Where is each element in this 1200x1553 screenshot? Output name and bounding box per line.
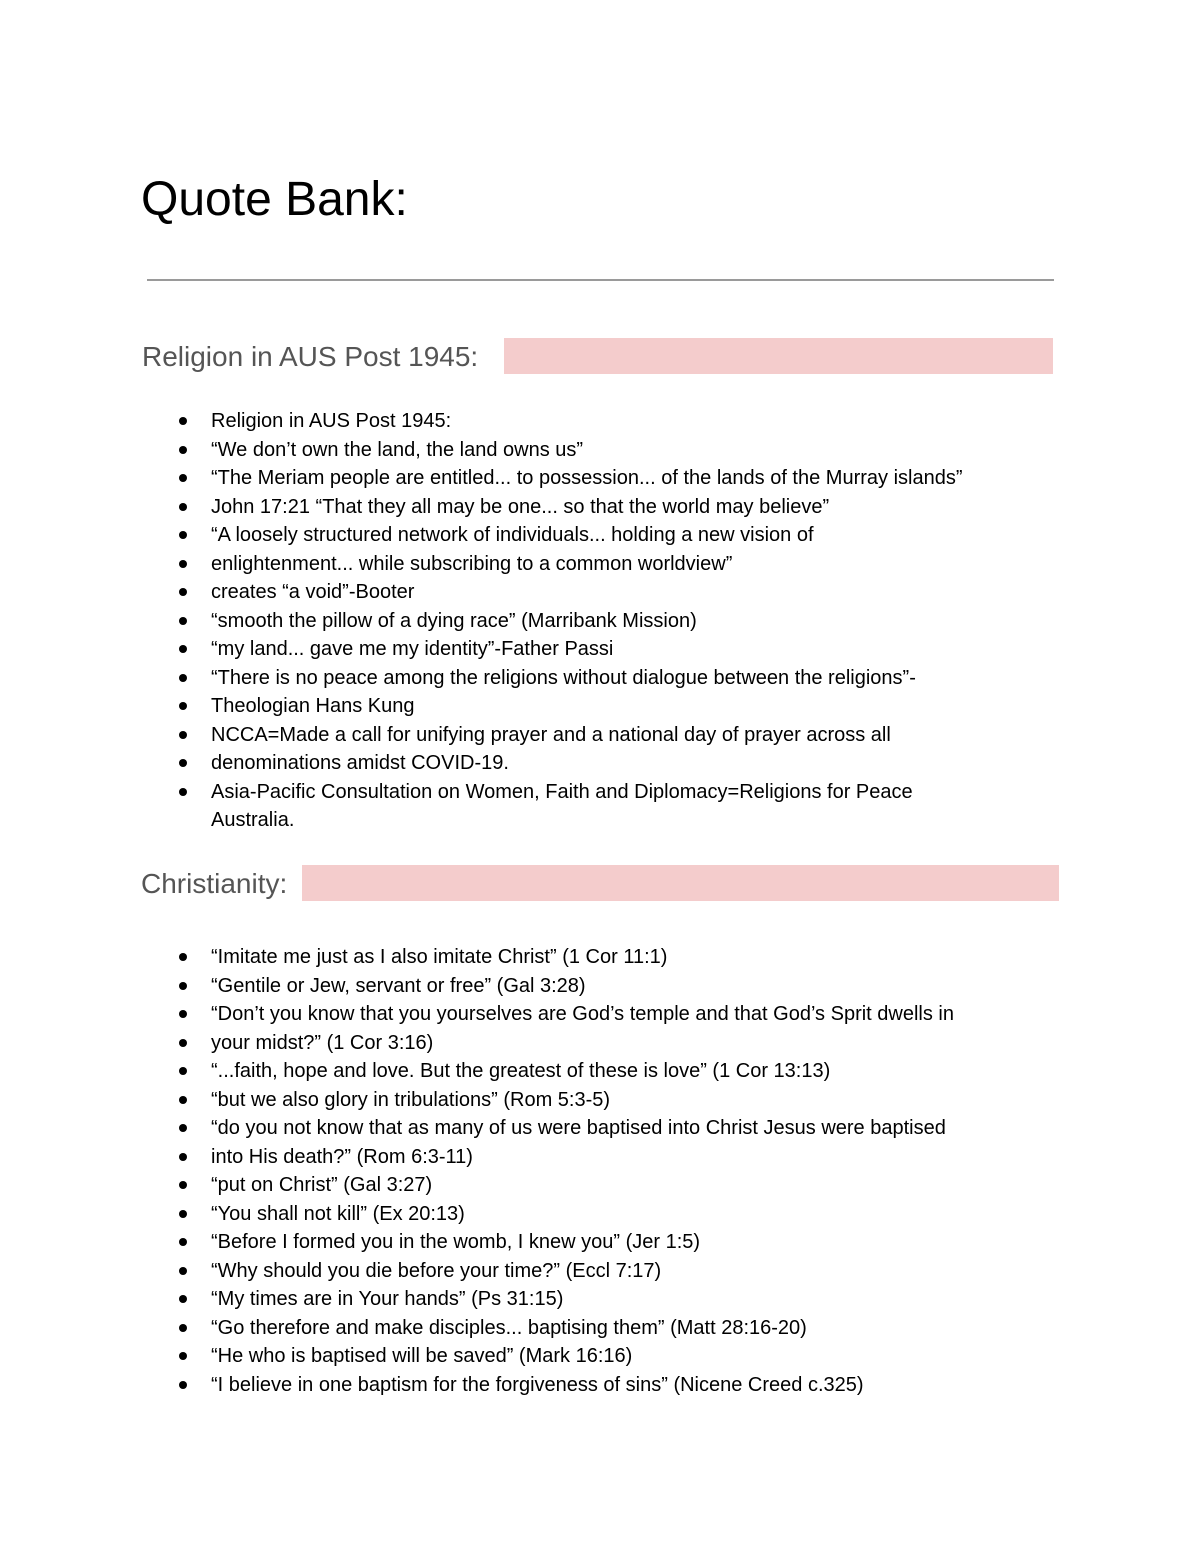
bullet-icon [179, 560, 187, 568]
list-item-text: creates “a void”-Booter [211, 581, 415, 603]
list-item [0, 635, 981, 664]
bullet-icon [179, 446, 187, 454]
list-item [0, 493, 981, 522]
section-heading-christianity: Christianity: [141, 868, 288, 899]
list-item-text: denominations amidst COVID-19. [211, 752, 509, 774]
list-item [0, 1200, 954, 1229]
bullet-icon [179, 1067, 187, 1075]
bullet-icon [179, 1210, 187, 1218]
list-item-text: “Imitate me just as I also imitate Christ” (1 Cor 11:1) [211, 946, 668, 968]
bullet-icon [179, 982, 187, 990]
list-item-text: Religion in AUS Post 1945: [211, 410, 452, 432]
list-item-text: “The Meriam people are entitled... to possession... of the lands of the Murray islands” [211, 467, 963, 489]
list-item [0, 1171, 954, 1200]
bullet-icon [179, 503, 187, 511]
list-item [0, 1257, 954, 1286]
list-item-text: “Before I formed you in the womb, I knew you” (Jer 1:5) [211, 1231, 701, 1253]
bullet-icon [179, 474, 187, 482]
list-item-text: “My times are in Your hands” (Ps 31:15) [211, 1288, 564, 1310]
list-item-text: Theologian Hans Kung [211, 695, 415, 717]
bullet-icon [179, 1010, 187, 1018]
list-item [0, 943, 954, 972]
list-item-text: “Don’t you know that you yourselves are God’s temple and that God’s Sprit dwells in [211, 1003, 954, 1025]
list-item [0, 1057, 954, 1086]
list-item-text: “You shall not kill” (Ex 20:13) [211, 1202, 465, 1225]
list-item [0, 550, 981, 579]
bullet-icon [179, 1181, 187, 1189]
list-item-text: Asia-Pacific Consultation on Women, Faith and Diplomacy=Religions for Peace Australia. [211, 780, 913, 831]
list-item-text: “smooth the pillow of a dying race” (Marribank Mission) [211, 609, 697, 632]
bullet-icon [179, 674, 187, 682]
list-item-text: “but we also glory in tribulations” (Rom 5:3-5) [211, 1088, 611, 1111]
page-title: Quote Bank: [141, 173, 408, 226]
bullet-icon [179, 617, 187, 625]
list-item-text: “my land... gave me my identity”-Father Passi [211, 638, 614, 660]
list-item-text: “I believe in one baptism for the forgiveness of sins” (Nicene Creed c.325) [211, 1373, 864, 1396]
bullet-icon [179, 1267, 187, 1275]
bullet-icon [179, 1096, 187, 1104]
list-item [0, 1086, 954, 1115]
list-item-text: “There is no peace among the religions without dialogue between the religions”- [211, 666, 916, 689]
quote-list-religion-aus [0, 407, 981, 835]
bullet-icon [179, 645, 187, 653]
list-item-text: “Gentile or Jew, servant or free” (Gal 3:28) [211, 974, 586, 997]
list-item-text: your midst?” (1 Cor 3:16) [211, 1031, 434, 1054]
list-item [0, 721, 981, 750]
list-item-text: enlightenment... while subscribing to a common worldview” [211, 552, 733, 575]
list-item [0, 778, 981, 835]
quote-list-christianity [0, 943, 954, 1399]
list-item [0, 578, 981, 607]
list-item-text: “A loosely structured network of individuals... holding a new vision of [211, 524, 814, 546]
bullet-icon [179, 731, 187, 739]
bullet-icon [179, 1039, 187, 1047]
list-item [0, 1228, 954, 1257]
section-heading-religion-aus: Religion in AUS Post 1945: [142, 341, 479, 372]
bullet-icon [179, 531, 187, 539]
list-item-text: into His death?” (Rom 6:3-11) [211, 1145, 473, 1168]
list-item [0, 521, 981, 550]
list-item [0, 749, 981, 778]
bullet-icon [179, 1295, 187, 1303]
bullet-icon [179, 953, 187, 961]
list-item [0, 1371, 954, 1400]
list-item [0, 972, 954, 1001]
list-item [0, 1114, 954, 1143]
list-item-text: “Why should you die before your time?” (Eccl 7:17) [211, 1259, 662, 1282]
list-item [0, 464, 981, 493]
bullet-icon [179, 1153, 187, 1161]
bullet-icon [179, 759, 187, 767]
list-item [0, 436, 981, 465]
list-item [0, 692, 981, 721]
bullet-icon [179, 1238, 187, 1246]
bullet-icon [179, 788, 187, 796]
horizontal-divider [147, 279, 1054, 281]
list-item-text: John 17:21 “That they all may be one... so that the world may believe” [211, 495, 830, 518]
list-item [0, 1029, 954, 1058]
list-item [0, 407, 981, 436]
list-item [0, 1000, 954, 1029]
bullet-icon [179, 1124, 187, 1132]
bullet-icon [179, 1381, 187, 1389]
list-item [0, 607, 981, 636]
section-highlight-bar [504, 338, 1053, 374]
list-item [0, 1314, 954, 1343]
list-item-text: NCCA=Made a call for unifying prayer and a national day of prayer across all [211, 723, 891, 746]
list-item [0, 1143, 954, 1172]
list-item-text: “do you not know that as many of us were baptised into Christ Jesus were baptised [211, 1117, 946, 1139]
bullet-icon [179, 588, 187, 596]
list-item-text: “...faith, hope and love. But the greatest of these is love” (1 Cor 13:13) [211, 1060, 831, 1082]
list-item [0, 664, 981, 693]
list-item [0, 1342, 954, 1371]
bullet-icon [179, 1324, 187, 1332]
section-highlight-bar [302, 865, 1059, 901]
list-item-text: “He who is baptised will be saved” (Mark 16:16) [211, 1345, 633, 1367]
bullet-icon [179, 1352, 187, 1360]
list-item-text: “Go therefore and make disciples... baptising them” (Matt 28:16-20) [211, 1316, 807, 1339]
list-item-text: “put on Christ” (Gal 3:27) [211, 1174, 433, 1196]
bullet-icon [179, 702, 187, 710]
list-item [0, 1285, 954, 1314]
list-item-text: “We don’t own the land, the land owns us” [211, 438, 584, 461]
bullet-icon [179, 417, 187, 425]
